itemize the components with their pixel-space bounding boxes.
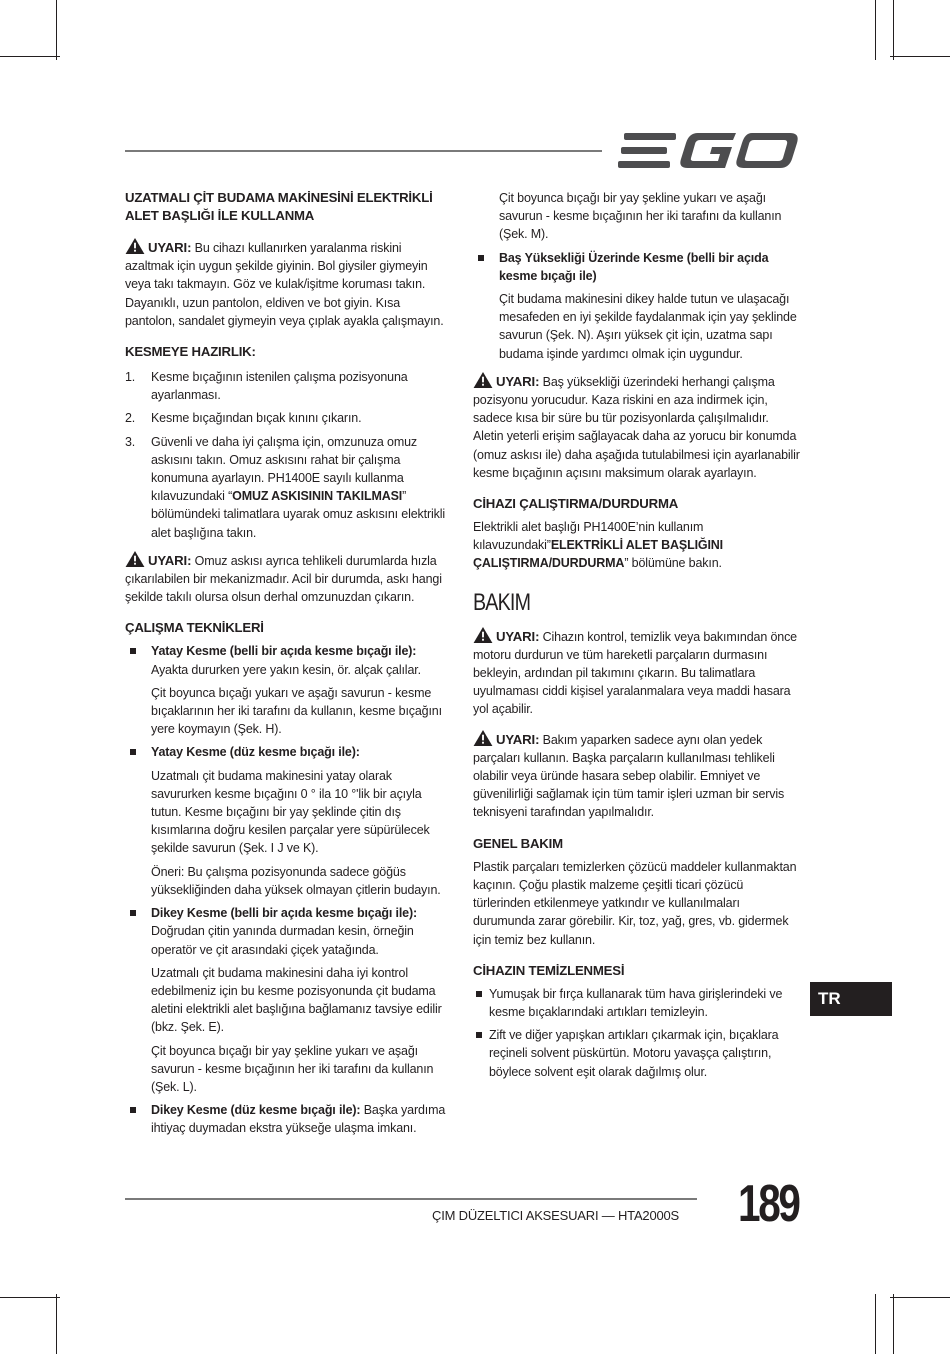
footer-title: ÇIM DÜZELTICI AKSESUARI — HTA2000S xyxy=(432,1208,680,1223)
heading-line: UZATMALI ÇİT BUDAMA MAKİNESİNİ ELEKTRİKLİ xyxy=(125,190,433,205)
warning-paragraph xyxy=(125,238,452,330)
language-tab: TR xyxy=(810,982,892,1016)
warning-label: UYARI: xyxy=(496,373,540,389)
section-heading-general-maintenance: GENEL BAKIM xyxy=(473,835,563,851)
warning-triangle-icon xyxy=(125,238,145,254)
section-title-maintenance: BAKIM xyxy=(473,588,531,616)
bullet-bold: Dikey Kesme (düz kesme bıçağı ile): xyxy=(151,1103,361,1118)
header-rule xyxy=(125,150,602,152)
list-item xyxy=(125,904,452,1096)
bullet-bold: Yatay Kesme (düz kesme bıçağı ile): xyxy=(151,745,360,760)
bullet-bold: Dikey Kesme (belli bir açıda kesme bıçağı ile): xyxy=(151,906,417,921)
paragraph-text: Elektrikli alet başlığı PH1400E’nin kullanım kılavuzundaki” xyxy=(473,520,704,553)
list-item xyxy=(473,249,800,363)
crop-mark xyxy=(893,0,894,60)
bullet-text: Yumuşak bir fırça kullanarak tüm hava girişlerindeki ve kesme bıçaklarındaki artıkları temizleyin. xyxy=(489,986,783,1019)
warning-label: UYARI: xyxy=(148,552,192,568)
bullet-text: Ayakta dururken yere yakın kesin, ör. alçak çalılar. xyxy=(151,662,421,677)
paragraph-bold: ELEKTRİKLİ ALET BAŞLIĞINI ÇALIŞTIRMA/DURDURMA xyxy=(473,538,723,571)
bullet-square-icon xyxy=(476,1032,482,1038)
list-item xyxy=(473,985,800,1021)
section-heading-extension-use xyxy=(125,189,452,225)
sub-paragraph: Çit boyunca bıçağı bir yay şekline yukarı ve aşağı savurun - kesme bıçağının her iki tarafını da kullanın (Şek. L). xyxy=(151,1043,434,1094)
bullet-bold: Yatay Kesme (belli bir açıda kesme bıçağı ile): xyxy=(151,644,417,659)
paragraph-text: ” bölümüne bakın. xyxy=(624,556,722,571)
overhead-list xyxy=(473,249,800,363)
warning-paragraph xyxy=(125,551,452,607)
crop-mark xyxy=(56,0,57,60)
warning-label: UYARI: xyxy=(496,628,540,644)
step-text: ” bölümündeki talimatlara uyarak omuz askısını elektrikli alet başlığına takın. xyxy=(151,489,445,540)
warning-text: Baş yüksekliği üzerindeki herhangi çalışma pozisyonu yorucudur. Kaza riskini en aza indirmek için, sadece kısa bir süre bu tür pozisyonlarda çalışılmalıdır. Aletin yeterli erişim sağlayacak daha az yorucu bir konumda (omuz askısı ile) daha aşağıda tutulabilmesi için ayarlanabilir kesme bıçağının açısını maksimum olarak ayarlayın. xyxy=(473,374,800,480)
section-heading-preparation: KESMEYE HAZIRLIK: xyxy=(125,344,256,360)
warning-paragraph xyxy=(473,730,800,822)
bullet-square-icon xyxy=(130,648,136,654)
step-text-bold: OMUZ ASKISININ TAKILMASI xyxy=(232,489,403,504)
warning-triangle-icon xyxy=(473,730,493,746)
list-item xyxy=(125,743,452,899)
bullet-bold: Baş Yüksekliği Üzerinde Kesme (belli bir açıda kesme bıçağı ile) xyxy=(499,250,769,283)
list-item xyxy=(473,1026,800,1081)
list-item xyxy=(125,433,452,542)
section-heading-start-stop: CİHAZI ÇALIŞTIRMA/DURDURMA xyxy=(473,496,679,512)
step-text: Güvenli ve daha iyi çalışma için, omzunuza omuz askısını takın. Omuz askısını rahat bir çalışma konumuna ayarlayın. PH1400E sayılı kullanma kılavuzundaki “ xyxy=(151,434,417,504)
sub-paragraph: Çit budama makinesini dikey halde tutun ve ulaşacağı mesafeden en iyi şekilde faydalanmak için yay şeklinde savurun (Şek. N). Aşırı yüksek çit için, uzatma sapı budama işinde yardımcı olmak için uygundur. xyxy=(499,292,797,361)
warning-triangle-icon xyxy=(125,551,145,567)
sub-paragraph: Çit boyunca bıçağı bir yay şekline yukarı ve aşağı savurun - kesme bıçağının her iki tarafını da kullanın (Şek. M). xyxy=(499,191,782,242)
page-number: 189 xyxy=(738,1175,799,1233)
crop-mark xyxy=(56,1294,57,1354)
crop-mark xyxy=(893,1294,894,1354)
sub-paragraph: Uzatmalı çit budama makinesini daha iyi kontrol edebilmeniz için bu kesme pozisyonunda çit budama aletini elektrikli alet başlığına bağlamanız tavsiye edilir (bkz. Şek. E). xyxy=(151,965,442,1035)
step-number: 1. xyxy=(125,370,136,385)
heading-line: ALET BAŞLIĞI İLE KULLANMA xyxy=(125,208,315,223)
list-item xyxy=(125,368,452,404)
warning-triangle-icon xyxy=(473,372,493,388)
bullet-square-icon xyxy=(478,255,484,261)
warning-text: Bu cihazı kullanırken yaralanma riskini azaltmak için uygun şekilde giyinin. Bol giysiler giymeyin veya takı takmayın. Göz ve kulak/işitme koruması takın. Dayanıklı, uzun pantolon, eldiven ve bot giyin. Kısa pantolon, sandalet giymeyin veya çıplak ayakla çalışmayın. xyxy=(125,241,444,328)
warning-triangle-icon xyxy=(473,627,493,643)
step-text: Kesme bıçağından bıçak kınını çıkarın. xyxy=(151,411,362,426)
warning-label: UYARI: xyxy=(148,240,192,255)
bullet-text: Doğrudan çitin yanında durmadan kesin, örneğin operatör ve çit arasındaki çiçek yatağında. xyxy=(151,924,414,957)
warning-paragraph xyxy=(473,627,800,719)
bullet-square-icon xyxy=(130,910,136,916)
left-column xyxy=(125,189,452,1138)
step-text: Kesme bıçağının istenilen çalışma pozisyonuna ayarlanması. xyxy=(151,370,408,403)
bullet-square-icon xyxy=(476,991,482,997)
bullet-square-icon xyxy=(130,749,136,755)
warning-paragraph xyxy=(473,372,800,482)
section-heading-cleaning: CİHAZIN TEMİZLENMESİ xyxy=(473,962,625,978)
crop-mark xyxy=(890,1297,950,1298)
bullet-text: Başka yardıma ihtiyaç duymadan ekstra yükseğe ulaşma imkanı. xyxy=(151,1103,446,1136)
list-item xyxy=(125,1101,452,1137)
list-item xyxy=(125,642,452,738)
footer-rule xyxy=(125,1198,697,1200)
sub-paragraph: Öneri: Bu çalışma pozisyonunda sadece göğüs yüksekliğinden daha yüksek olmayan çitlerin budayın. xyxy=(151,864,441,897)
crop-mark xyxy=(890,56,950,57)
list-item xyxy=(125,409,452,427)
warning-text: Omuz askısı ayrıca tehlikeli durumlarda hızla çıkarılabilen bir mekanizmadır. Acil bir durumda, askı hangi şekilde takılı olursa olsun derhal omzunuzdan çıkarın. xyxy=(125,553,442,605)
section-heading-techniques: ÇALIŞMA TEKNİKLERİ xyxy=(125,620,264,636)
bullet-square-icon xyxy=(130,1107,136,1113)
crop-mark xyxy=(875,1294,876,1354)
sub-paragraph: Uzatmalı çit budama makinesini yatay olarak savururken kesme bıçağını 0 ° ila 10 °'lik bir açıyla tutun. Kesme bıçağını bir yay şeklinde çitin dış kısımlarına doğru kesilen parçalar yere süpürülecek şekilde savurun (Şek. I J ve K). xyxy=(151,768,430,856)
warning-text: Cihazın kontrol, temizlik veya bakımından önce motoru durdurun ve tüm hareketli parçaların durmasını bekleyin, ardından pil takımını çıkarın. Bu talimatlara uyulmaması ciddi kişisel yaralanmalara veya maddi hasara yol açabilir. xyxy=(473,629,797,717)
step-number: 2. xyxy=(125,411,136,426)
right-column xyxy=(473,189,800,1081)
crop-mark xyxy=(0,1297,60,1298)
techniques-list xyxy=(125,642,452,1137)
general-maintenance-paragraph: Plastik parçaları temizlerken çözücü maddeler kullanmaktan kaçının. Çoğu plastik malzeme çeşitli ticari çözücü türlerinden etkilenmeye yatkındır ve kullanılmaları durumunda zarar görebilir. Kir, toz, yağ, gres, vb. gidermek için temiz bez kullanın. xyxy=(473,859,797,947)
ego-logo xyxy=(618,131,800,171)
preparation-steps xyxy=(125,368,452,542)
step-number: 3. xyxy=(125,434,136,449)
start-stop-paragraph xyxy=(473,518,800,573)
warning-text: Bakım yaparken sadece aynı olan yedek parçaları kullanın. Başka parçaların kullanılması tehlikeli olabilir veya üründe hasara sebep olabilir. Emniyet ve güvenilirliği sağlamak için tüm tamir işleri uzman bir servis teknisyeni tarafından yapılmalıdır. xyxy=(473,732,785,820)
crop-mark xyxy=(875,0,876,60)
cleaning-list xyxy=(473,985,800,1081)
sub-paragraph: Çit boyunca bıçağı yukarı ve aşağı savurun - kesme bıçaklarının her iki tarafını da kullanın, kesme bıçağını yere koymayın (Şek. H). xyxy=(151,685,442,737)
bullet-text: Zift ve diğer yapışkan artıkları çıkarmak için, bıçaklara reçineli solvent püskürtün. Motoru yavaşça çalıştırın, böylece solvent eşit olarak dağılmış olur. xyxy=(489,1028,779,1079)
crop-mark xyxy=(0,56,60,57)
warning-label: UYARI: xyxy=(496,731,540,747)
